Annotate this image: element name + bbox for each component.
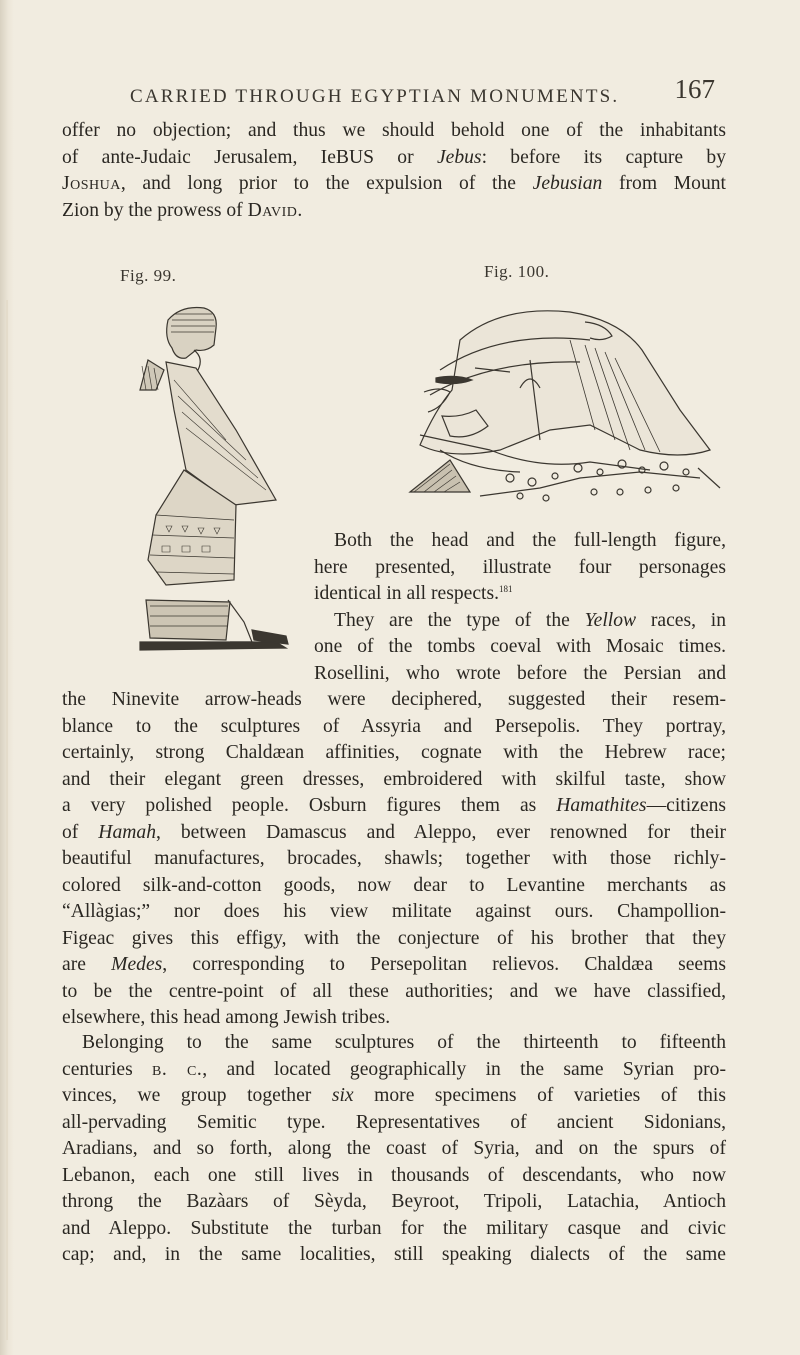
- text-line: beautiful manufactures, brocades, shawls; together with those richly-: [62, 848, 726, 869]
- page-number: 167: [674, 74, 715, 104]
- text-line: and their elegant green dresses, embroidered with skilful taste, show: [62, 768, 726, 790]
- fig-100-head: [380, 300, 725, 525]
- text-line: Zion by the prowess of David.: [62, 199, 303, 221]
- text-line: and Aleppo. Substitute the turban for the military casque and civic: [62, 1217, 726, 1239]
- text-line: a very polished people. Osburn figures them as Hamathites—citizens: [62, 795, 726, 816]
- text-line: here presented, illustrate four personages: [314, 556, 726, 578]
- text-line: identical in all respects.$^{181}$: [314, 583, 513, 604]
- main-paragraph: [62, 687, 726, 1032]
- text-line: Both the head and the full-length figure,: [334, 530, 726, 551]
- text-line: Lebanon, each one still lives in thousands of descendants, who now: [62, 1164, 726, 1186]
- text-line: “Allàgias;” nor does his view militate against ours. Champollion-: [62, 901, 726, 922]
- fig-99-label: Fig. 99.: [120, 266, 177, 285]
- text-line: Joshua, and long prior to the expulsion of the Jebusian from Mount: [62, 173, 727, 194]
- running-header: [130, 74, 715, 114]
- text-line: blance to the sculptures of Assyria and Persepolis. They portray,: [62, 715, 726, 737]
- text-line: of ante-Judaic Jerusalem, IeBUS or Jebus: before its capture by: [62, 146, 726, 168]
- text-line: Aradians, and so forth, along the coast of Syria, and on the spurs of: [62, 1138, 726, 1159]
- text-line: They are the type of the Yellow races, in: [334, 609, 726, 631]
- top-paragraph: [62, 118, 726, 224]
- text-line: the Ninevite arrow-heads were deciphered, suggested their resem-: [62, 689, 726, 710]
- text-line: one of the tombs coeval with Mosaic times.: [314, 636, 726, 657]
- footnote-marker: 181: [498, 584, 513, 594]
- text-line: cap; and, in the same localities, still speaking dialects of the same: [62, 1244, 726, 1265]
- text-line: colored silk-and-cotton goods, now dear to Levantine merchants as: [62, 874, 726, 896]
- text-line: Figeac gives this effigy, with the conjecture of his brother that they: [62, 927, 726, 949]
- text-line: vinces, we group together six more specimens of varieties of this: [62, 1085, 726, 1106]
- text-line: centuries b. c., and located geographically in the same Syrian pro-: [62, 1058, 727, 1080]
- text-line: Belonging to the same sculptures of the thirteenth to fifteenth: [82, 1032, 726, 1053]
- text-line: offer no objection; and thus we should behold one of the inhabitants: [62, 120, 726, 141]
- text-line: are Medes, corresponding to Persepolitan relievos. Chaldæa seems: [62, 954, 726, 975]
- text-line: elsewhere, this head among Jewish tribes.: [62, 1007, 391, 1028]
- last-paragraph: [62, 1030, 726, 1269]
- figure-side-text: [314, 528, 726, 687]
- fig-100-label: Fig. 100.: [484, 262, 550, 281]
- text-line: Rosellini, who wrote before the Persian and: [314, 662, 726, 684]
- fig-99-full-length-figure: [126, 300, 296, 660]
- running-title: CARRIED THROUGH EGYPTIAN MONUMENTS.: [130, 86, 620, 107]
- text-line: to be the centre-point of all these authorities; and we have classified,: [62, 980, 726, 1002]
- text-line: certainly, strong Chaldæan affinities, cognate with the Hebrew race;: [62, 742, 726, 763]
- text-line: of Hamah, between Damascus and Aleppo, ever renowned for their: [62, 821, 726, 843]
- text-line: all-pervading Semitic type. Representatives of ancient Sidonians,: [62, 1111, 726, 1133]
- gutter-crease: [6, 300, 8, 1340]
- text-line: throng the Bazàars of Sèyda, Beyroot, Tripoli, Latachia, Antioch: [62, 1191, 726, 1212]
